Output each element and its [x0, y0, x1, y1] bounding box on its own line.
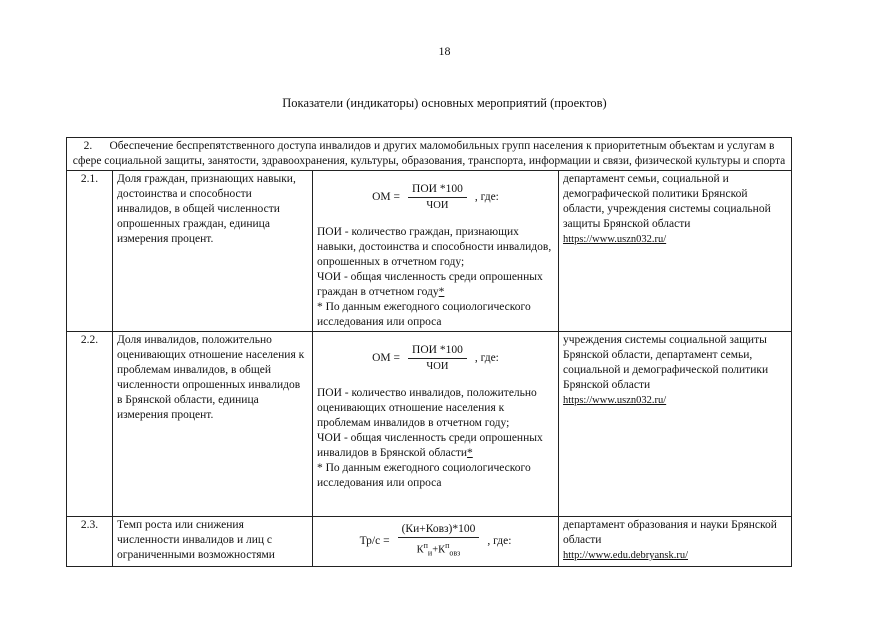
section-row: [67, 138, 792, 171]
formula-tail: , где:: [474, 191, 499, 203]
formula-description: ПОИ - количество граждан, признающих навыки, достоинства и способности инвалидов, опрошенных в отчетном году;: [317, 226, 552, 268]
formula: [317, 522, 554, 561]
row-number: 2.3.: [67, 517, 113, 567]
formula-footnote: * По данным ежегодного социологического исследования или опроса: [317, 462, 531, 489]
formula-numerator: (Ки+Ковз)*100: [398, 522, 480, 538]
formula-cell: [313, 171, 559, 332]
table-row: [67, 332, 792, 517]
indicator-name: Доля инвалидов, положительно оценивающих отношение населения к проблемам инвалидов, в общей численности опрошенных инвалидов в Брянской области, единица измерения процент.: [113, 332, 313, 517]
formula-tail: , где:: [474, 352, 499, 364]
row-number: 2.2.: [67, 332, 113, 517]
formula-cell: [313, 517, 559, 567]
formula-numerator: ПОИ *100: [408, 182, 467, 198]
formula: [317, 343, 554, 374]
responsible-cell: [559, 332, 792, 517]
document-heading: Показатели (индикаторы) основных мероприятий (проектов): [282, 96, 607, 110]
formula: [317, 182, 554, 213]
formula-numerator: ПОИ *100: [408, 343, 467, 359]
responsible-cell: [559, 171, 792, 332]
indicator-name: Доля граждан, признающих навыки, достоинства и способности инвалидов, в общей численности опрошенных граждан, единица измерения процент.: [113, 171, 313, 332]
table-row: [67, 171, 792, 332]
formula-cell: [313, 332, 559, 517]
asterisk-mark: *: [467, 447, 473, 459]
formula-tail: , где:: [487, 534, 512, 547]
source-link[interactable]: https://www.uszn032.ru/: [563, 395, 667, 406]
page-number: 18: [438, 44, 451, 58]
formula-description: ЧОИ - общая численность среди опрошенных граждан в отчетном году*: [317, 271, 543, 298]
source-link[interactable]: http://www.edu.debryansk.ru/: [563, 550, 689, 561]
formula-description: ЧОИ - общая численность среди опрошенных инвалидов в Брянской области*: [317, 432, 543, 459]
formula-fraction: [398, 522, 480, 561]
section-title: Обеспечение беспрепятственного доступа инвалидов и других маломобильных групп населения к приоритетным объектам и услугам в сфере социальной защиты, занятости, здравоохранения, культуры, образования, транспорта, информации и связи, физической культуры и спорта: [72, 140, 786, 167]
formula-fraction: [408, 182, 467, 213]
formula-denominator: ЧОИ: [426, 361, 449, 372]
row-number: 2.1.: [67, 171, 113, 332]
formula-footnote: * По данным ежегодного социологического исследования или опроса: [317, 301, 531, 328]
responsible-text: департамент семьи, социальной и демографической политики Брянской области, учреждения системы социальной защиты Брянской области: [563, 173, 771, 230]
formula-lhs: Тр/с =: [359, 534, 390, 547]
formula-fraction: [408, 343, 467, 374]
responsible-cell: [559, 517, 792, 567]
responsible-text: департамент образования и науки Брянской области: [563, 519, 777, 546]
section-number: 2.: [83, 140, 93, 152]
formula-lhs: ОМ =: [372, 352, 401, 364]
section-header: [67, 138, 792, 171]
table-row: [67, 517, 792, 567]
source-link[interactable]: https://www.uszn032.ru/: [563, 234, 667, 245]
formula-denominator: ЧОИ: [426, 200, 449, 211]
formula-denominator: $К^п_и+К^п_{овз}$: [416, 541, 461, 558]
responsible-text: учреждения системы социальной защиты Брянской области, департамент семьи, социальной и демографической политики Брянской области: [563, 334, 769, 391]
indicator-name: Темп роста или снижения численности инвалидов и лиц с ограниченными возможностями: [113, 517, 313, 567]
indicators-table: [66, 137, 792, 567]
formula-lhs: ОМ =: [372, 191, 401, 203]
asterisk-mark: *: [438, 286, 445, 298]
formula-description: ПОИ - количество инвалидов, положительно оценивающих отношение населения к проблемам инвалидов в отчетном году;: [317, 387, 537, 429]
